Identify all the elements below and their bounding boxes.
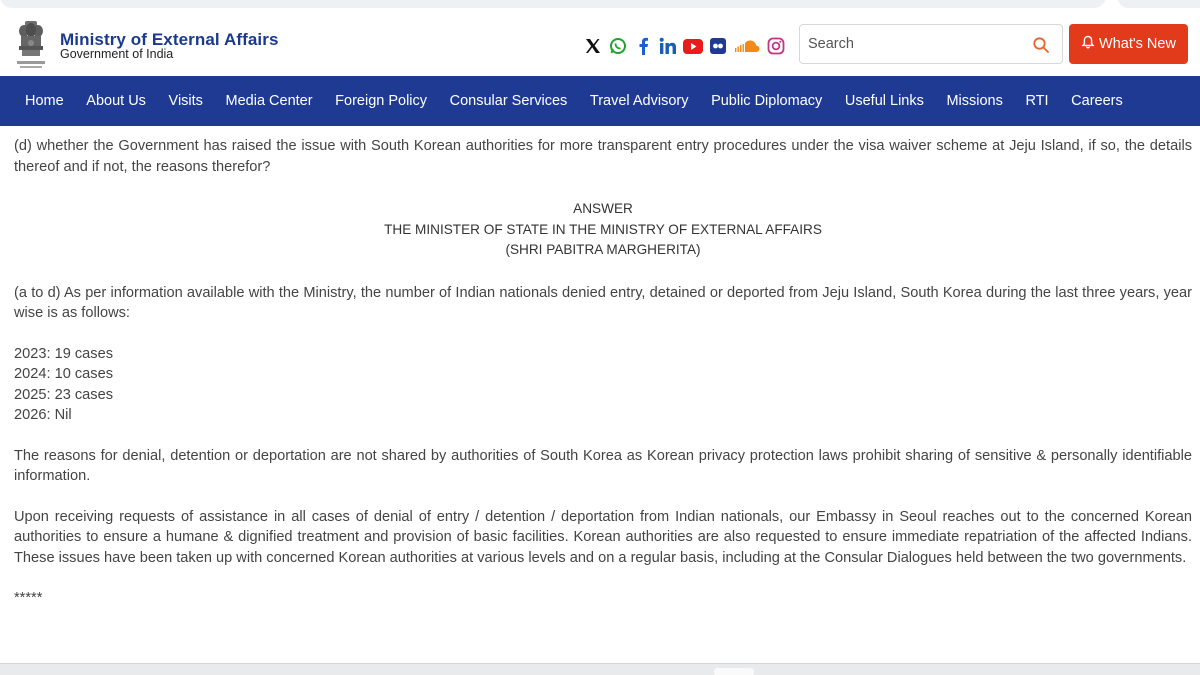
x-icon[interactable] (583, 36, 603, 56)
youtube-icon[interactable] (683, 36, 703, 56)
horizontal-scrollbar[interactable] (0, 663, 1200, 675)
flickr-icon[interactable] (708, 36, 728, 56)
case-item-2023: 2023: 19 cases (14, 345, 113, 362)
assistance-paragraph: Upon receiving requests of assistance in all cases of denial of entry / detention / deportation from Indian nationals, our Embassy in Seoul reaches out to the concerned Korean authorities to ensure a humane & dignified treatment and provision of basic facilities. Korean authorities are also requested to ensure immediate repatriation of the affected Indians. These issues have been taken up with concerned Korean authorities at various levels and on a regular basis, including at the Consular Dialogues held between the two governments. (14, 508, 1192, 566)
answer-heading-block (14, 199, 1192, 261)
reasons-paragraph: The reasons for denial, detention or deportation are not shared by authorities of South Korea as Korean privacy protection laws prohibit sharing of sensitive & personally identifiable information. (14, 447, 1192, 484)
bell-icon (1081, 35, 1095, 53)
search-icon[interactable] (1032, 36, 1050, 54)
scrollbar-thumb[interactable] (714, 668, 754, 675)
case-item-2025: 2025: 23 cases (14, 386, 113, 403)
question-d-text: (d) whether the Government has raised the issue with South Korean authorities for more transparent entry procedures under the visa waiver scheme at Jeju Island, if so, the details thereof and if not, the reasons therefor? (14, 138, 1192, 175)
minister-name: (SHRI PABITRA MARGHERITA) (505, 242, 701, 257)
whats-new-label: What's New (1099, 36, 1176, 52)
search-box (799, 24, 1063, 64)
nav-item-home[interactable]: Home (25, 93, 64, 109)
nav-item-careers[interactable]: Careers (1071, 93, 1123, 109)
answer-heading: ANSWER (573, 201, 633, 216)
nav-item-rti[interactable]: RTI (1025, 93, 1049, 109)
site-subtitle: Government of India (60, 47, 174, 61)
whats-new-button[interactable] (1069, 24, 1188, 64)
main-content (14, 126, 1192, 609)
main-nav (0, 76, 1200, 126)
case-item-2024: 2024: 10 cases (14, 366, 113, 382)
nav-item-missions[interactable]: Missions (946, 93, 1003, 109)
site-title[interactable]: Ministry of External Affairs (60, 30, 279, 49)
nav-item-useful-links[interactable]: Useful Links (844, 93, 924, 109)
cases-list (14, 344, 1192, 426)
soundcloud-icon[interactable] (733, 36, 761, 56)
minister-title: THE MINISTER OF STATE IN THE MINISTRY OF EXTERNAL AFFAIRS (384, 221, 822, 237)
social-links (583, 36, 786, 56)
search-input[interactable] (808, 33, 1018, 55)
facebook-icon[interactable] (633, 36, 653, 56)
nav-item-public-diplomacy[interactable]: Public Diplomacy (711, 93, 823, 109)
nav-item-visits[interactable]: Visits (168, 93, 203, 109)
top-bar-segment-right (1118, 0, 1200, 8)
top-bar-segment (0, 0, 1106, 8)
nav-item-about-us[interactable]: About Us (86, 93, 146, 109)
answer-intro-text: (a to d) As per information available with the Ministry, the number of Indian nationals denied entry, detained or deported from Jeju Island, South Korea during the last three years, year wise is as follows: (14, 284, 1192, 321)
linkedin-icon[interactable] (658, 36, 678, 56)
site-header (0, 14, 1200, 76)
case-item-2026: 2026: Nil (14, 407, 72, 423)
end-mark: ***** (14, 590, 43, 606)
nav-item-foreign-policy[interactable]: Foreign Policy (335, 93, 428, 109)
national-emblem-icon[interactable] (12, 19, 50, 73)
browser-top-strip (0, 0, 1200, 14)
whatsapp-icon[interactable] (608, 36, 628, 56)
nav-item-media-center[interactable]: Media Center (225, 93, 313, 109)
nav-item-travel-advisory[interactable]: Travel Advisory (589, 93, 689, 109)
nav-item-consular-services[interactable]: Consular Services (449, 93, 568, 109)
instagram-icon[interactable] (766, 36, 786, 56)
